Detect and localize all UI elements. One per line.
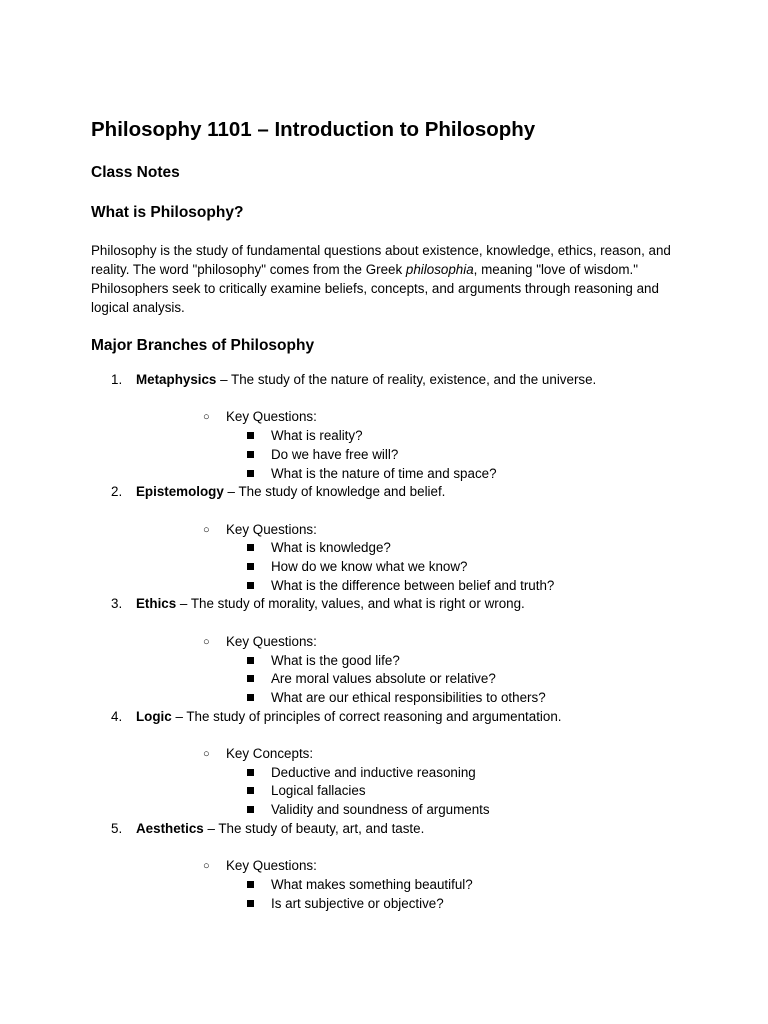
square-bullet-icon xyxy=(247,544,254,551)
list-item xyxy=(136,670,691,689)
list-item xyxy=(136,577,691,596)
key-points-block xyxy=(136,633,691,652)
branch-item-logic xyxy=(91,708,691,820)
square-bullet-icon xyxy=(247,881,254,888)
branch-title: Epistemology xyxy=(136,484,224,500)
class-notes-heading: Class Notes xyxy=(91,164,180,181)
hollow-circle-bullet-icon: ○ xyxy=(203,411,210,424)
major-branches-heading: Major Branches of Philosophy xyxy=(91,337,315,354)
list-item xyxy=(136,652,691,671)
list-item xyxy=(136,539,691,558)
square-bullet-icon xyxy=(247,470,254,477)
list-item-text: What are our ethical responsibilities to others? xyxy=(271,689,546,705)
branch-title: Aesthetics xyxy=(136,820,204,836)
list-item-text: Do we have free will? xyxy=(271,446,399,462)
key-points-list xyxy=(136,652,691,708)
intro-paragraph xyxy=(91,241,691,317)
list-item xyxy=(136,427,691,446)
hollow-circle-bullet-icon: ○ xyxy=(203,635,210,648)
list-item xyxy=(136,895,691,914)
key-points-label: Key Questions: xyxy=(226,633,317,649)
key-points-block xyxy=(136,857,691,876)
document-title: Philosophy 1101 – Introduction to Philosophy xyxy=(91,118,536,141)
key-points-block xyxy=(136,408,691,427)
list-item-text: Validity and soundness of arguments xyxy=(271,802,490,818)
square-bullet-icon xyxy=(247,675,254,682)
square-bullet-icon xyxy=(247,563,254,570)
list-item-text: Are moral values absolute or relative? xyxy=(271,671,496,687)
what-is-philosophy-heading: What is Philosophy? xyxy=(91,204,244,221)
list-item-text: Is art subjective or objective? xyxy=(271,895,444,911)
key-points-list xyxy=(136,427,691,483)
square-bullet-icon xyxy=(247,582,254,589)
list-item xyxy=(136,876,691,895)
list-item-text: Logical fallacies xyxy=(271,783,366,799)
branch-item-epistemology xyxy=(91,483,691,595)
list-item xyxy=(136,764,691,783)
list-item-text: What makes something beautiful? xyxy=(271,876,473,892)
key-points-label: Key Questions: xyxy=(226,409,317,425)
hollow-circle-bullet-icon: ○ xyxy=(203,748,210,760)
key-points-list xyxy=(136,539,691,595)
list-item xyxy=(136,446,691,465)
branch-number: 3. xyxy=(111,596,123,612)
list-item xyxy=(136,558,691,577)
branch-number: 1. xyxy=(111,372,123,387)
intro-text-part2: , meaning "love of wisdom." Philosophers seek to critically examine beliefs, concepts, and arguments through reasoning and logical analysis. xyxy=(91,262,659,315)
branch-item-aesthetics xyxy=(91,820,691,914)
list-item-text: What is the good life? xyxy=(271,652,400,668)
square-bullet-icon xyxy=(247,432,254,439)
list-item-text: How do we know what we know? xyxy=(271,559,468,574)
square-bullet-icon xyxy=(247,900,254,907)
square-bullet-icon xyxy=(247,694,254,701)
list-item xyxy=(136,689,691,708)
square-bullet-icon xyxy=(247,787,254,794)
branch-description: – The study of knowledge and belief. xyxy=(223,484,446,500)
square-bullet-icon xyxy=(247,657,254,664)
branch-description: – The study of beauty, art, and taste. xyxy=(203,820,425,836)
key-points-block xyxy=(136,745,691,764)
list-item-text: What is the difference between belief and truth? xyxy=(271,577,555,593)
key-points-list xyxy=(136,876,691,913)
list-item xyxy=(136,465,691,484)
list-item-text: What is reality? xyxy=(271,428,363,444)
hollow-circle-bullet-icon: ○ xyxy=(203,860,210,873)
square-bullet-icon xyxy=(247,806,254,813)
list-item-text: What is knowledge? xyxy=(271,540,391,556)
document-page xyxy=(91,116,691,913)
intro-text-italic: philosophia xyxy=(405,262,474,277)
list-item xyxy=(136,782,691,801)
key-points-label: Key Questions: xyxy=(226,858,317,874)
list-item-text: Deductive and inductive reasoning xyxy=(271,764,476,780)
branch-title: Logic xyxy=(136,708,172,724)
list-item-text: What is the nature of time and space? xyxy=(271,465,497,481)
branch-number: 2. xyxy=(111,484,123,500)
branch-number: 5. xyxy=(111,820,123,836)
square-bullet-icon xyxy=(247,451,254,458)
key-points-block xyxy=(136,521,691,540)
branch-description: – The study of the nature of reality, existence, and the universe. xyxy=(216,372,597,387)
branch-item-ethics xyxy=(91,595,691,707)
branch-title: Ethics xyxy=(136,596,177,612)
key-points-label: Key Concepts: xyxy=(226,746,314,761)
branch-item-metaphysics xyxy=(91,371,691,483)
branch-description: – The study of morality, values, and what is right or wrong. xyxy=(176,596,525,612)
branches-list xyxy=(91,371,691,913)
list-item xyxy=(136,801,691,820)
branch-title: Metaphysics xyxy=(136,372,217,387)
branch-number: 4. xyxy=(111,708,123,724)
key-points-label: Key Questions: xyxy=(226,521,317,537)
key-points-list xyxy=(136,764,691,820)
branch-description: – The study of principles of correct reasoning and argumentation. xyxy=(171,708,562,724)
intro-text-part1: Philosophy is the study of fundamental questions about existence, knowledge, ethics, reason, and reality. The word "philosophy" comes from the Greek xyxy=(91,243,671,277)
square-bullet-icon xyxy=(247,769,254,776)
hollow-circle-bullet-icon: ○ xyxy=(203,523,210,536)
